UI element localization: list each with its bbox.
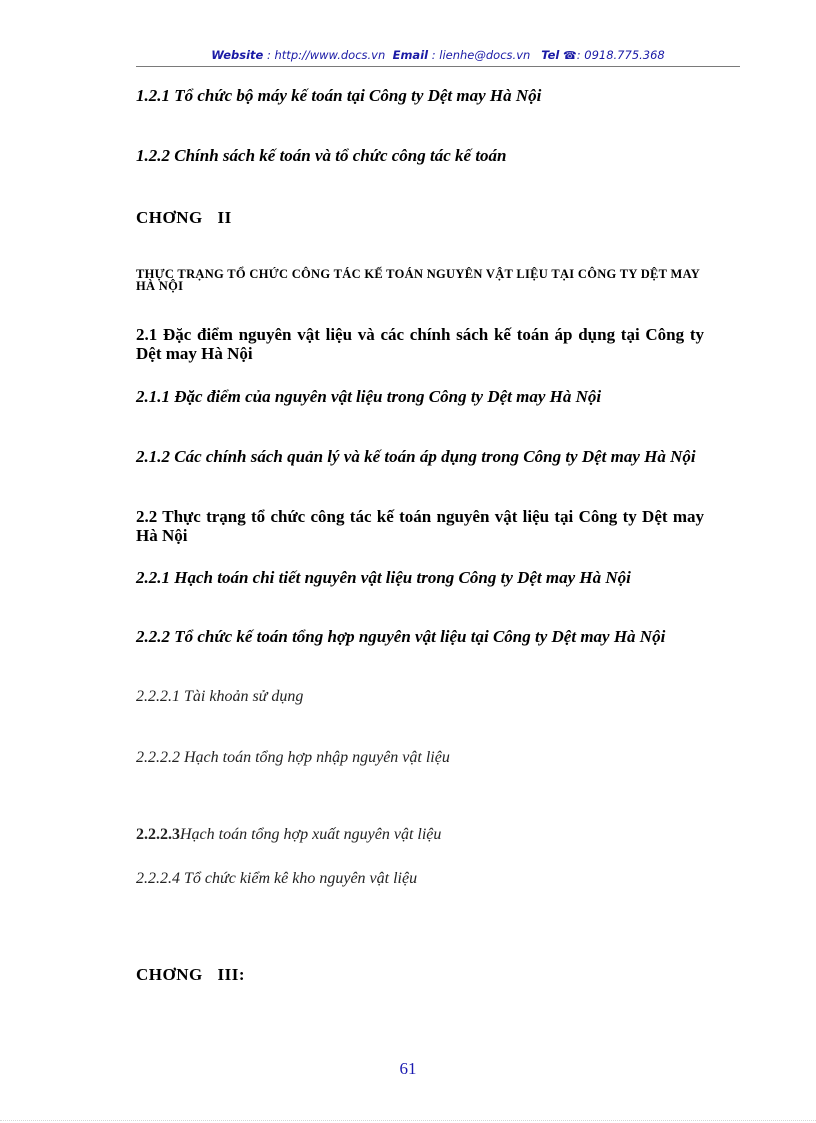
website-link[interactable]: : http://www.docs.vn: [266, 48, 386, 62]
tel-number: : 0918.775.368: [576, 48, 665, 62]
heading-1-2-2: 1.2.2 Chính sách kế toán và tổ chức công tác kế toán: [136, 146, 507, 165]
heading-2-1-2: 2.1.2 Các chính sách quản lý và kế toán áp dụng trong Công ty Dệt may Hà Nội: [136, 447, 696, 466]
phone-icon: ☎: [563, 49, 577, 62]
heading-2-2-1: 2.2.1 Hạch toán chi tiết nguyên vật liệu trong Công ty Dệt may Hà Nội: [136, 568, 631, 587]
chapter-2-title: THỰC TRẠNG TỔ CHỨC CÔNG TÁC KẾ TOÁN NGUYÊN VẬT LIỆU TẠI CÔNG TY DỆT MAY HÀ NỘI: [136, 267, 700, 293]
heading-2-2-2-3: [136, 826, 704, 844]
heading-2-2-2-3-number: 2.2.2.3: [136, 826, 180, 843]
page-number: 61: [399, 1059, 417, 1078]
email-link[interactable]: : lienhe@docs.vn: [431, 48, 531, 62]
header-rule: [136, 66, 740, 67]
chapter-2-heading: CHƠNG II: [136, 208, 232, 227]
page-bottom-border: [0, 1120, 816, 1121]
heading-2-2: 2.2 Thực trạng tổ chức công tác kế toán nguyên vật liệu tại Công ty Dệt may Hà Nội: [136, 507, 704, 545]
page-header: [136, 48, 740, 62]
heading-2-2-2: 2.2.2 Tổ chức kế toán tổng hợp nguyên vật liệu tại Công ty Dệt may Hà Nội: [136, 627, 666, 646]
heading-2-2-2-2: 2.2.2.2 Hạch toán tổng hợp nhập nguyên vật liệu: [136, 749, 450, 766]
tel-label: Tel: [541, 48, 560, 62]
heading-2-2-2-3-text: Hạch toán tổng hợp xuất nguyên vật liệu: [180, 826, 442, 843]
website-label: Website: [211, 48, 264, 62]
email-label: Email: [392, 48, 429, 62]
heading-2-1-1: 2.1.1 Đặc điểm của nguyên vật liệu trong Công ty Dệt may Hà Nội: [136, 387, 602, 406]
heading-2-2-2-4: 2.2.2.4 Tổ chức kiểm kê kho nguyên vật liệu: [136, 870, 418, 887]
heading-1-2-1: 1.2.1 Tổ chức bộ máy kế toán tại Công ty Dệt may Hà Nội: [136, 86, 542, 105]
heading-2-1: 2.1 Đặc điểm nguyên vật liệu và các chính sách kế toán áp dụng tại Công ty Dệt may Hà Nội: [136, 325, 704, 363]
chapter-3-heading: CHƠNG III:: [136, 965, 245, 984]
heading-2-2-2-1: 2.2.2.1 Tài khoản sử dụng: [136, 688, 304, 705]
